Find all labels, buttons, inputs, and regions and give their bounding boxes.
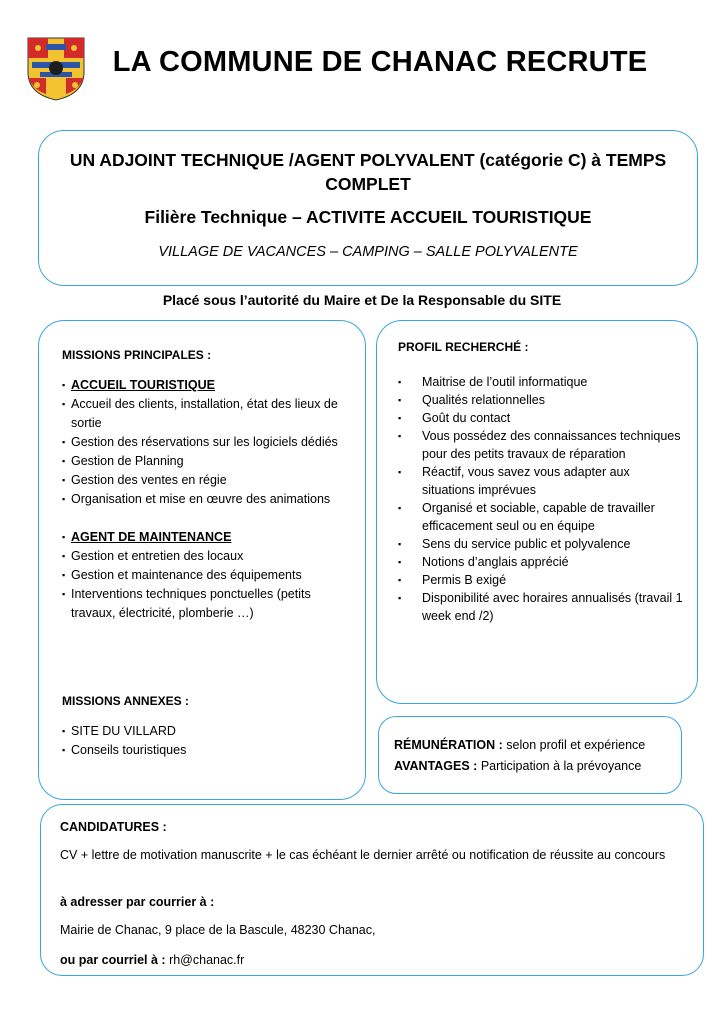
- list-item: ▪ Permis B exigé: [396, 571, 686, 589]
- authority-line: Placé sous l’autorité du Maire et De la Responsable du SITE: [162, 292, 562, 308]
- list-item: ▪ Conseils touristiques: [62, 741, 342, 760]
- annexes-list: [62, 722, 342, 760]
- missions-list: [62, 376, 352, 623]
- applications-heading: CANDIDATURES :: [60, 820, 167, 834]
- list-item: ▪ Vous possédez des connaissances techniques pour des petits travaux de réparation: [396, 427, 686, 463]
- list-item: ▪ Gestion des réservations sur les logiciels dédiés: [62, 433, 352, 452]
- list-item: ▪ Maitrise de l’outil informatique: [396, 373, 686, 391]
- list-item: ▪ Organisation et mise en œuvre des animations: [62, 490, 352, 509]
- accueil-subheading: ACCUEIL TOURISTIQUE: [71, 378, 215, 392]
- page-title: LA COMMUNE DE CHANAC RECRUTE: [112, 46, 648, 78]
- list-item: ▪ Qualités relationnelles: [396, 391, 686, 409]
- avantages-label: AVANTAGES :: [394, 759, 478, 773]
- missions-heading: MISSIONS PRINCIPALES :: [62, 348, 212, 362]
- list-item: ▪ Sens du service public et polyvalence: [396, 535, 686, 553]
- job-locations: VILLAGE DE VACANCES – CAMPING – SALLE POLYVALENTE: [158, 244, 578, 260]
- list-item: ▪ Gestion et maintenance des équipements: [62, 566, 352, 585]
- email-line: [60, 951, 680, 970]
- list-item: [62, 376, 352, 395]
- list-item: ▪ Disponibilité avec horaires annualisés (travail 1 week end /2): [396, 589, 686, 625]
- coat-of-arms-icon: [26, 36, 86, 102]
- avantages-value: Participation à la prévoyance: [477, 759, 642, 773]
- email-link[interactable]: rh@chanac.fr: [165, 953, 245, 967]
- list-item: ▪ Réactif, vous savez vous adapter aux situations imprévues: [396, 463, 686, 499]
- list-item: [62, 528, 352, 547]
- list-item: ▪ Accueil des clients, installation, état des lieux de sortie: [62, 395, 352, 433]
- list-item: ▪ Gestion de Planning: [62, 452, 352, 471]
- list-item: ▪ Gestion des ventes en régie: [62, 471, 352, 490]
- list-item: ▪ Interventions techniques ponctuelles (petits travaux, électricité, plomberie …): [62, 585, 352, 623]
- job-filiere: Filière Technique – ACTIVITE ACCUEIL TOURISTIQUE: [144, 207, 592, 227]
- profile-heading: PROFIL RECHERCHÉ :: [398, 340, 529, 354]
- profile-list: [396, 373, 686, 625]
- postal-address: Mairie de Chanac, 9 place de la Bascule, 48230 Chanac,: [60, 923, 376, 937]
- maintenance-subheading: AGENT DE MAINTENANCE: [71, 530, 232, 544]
- email-label: ou par courriel à :: [60, 953, 166, 967]
- list-item: ▪ SITE DU VILLARD: [62, 722, 342, 741]
- job-title: UN ADJOINT TECHNIQUE /AGENT POLYVALENT (catégorie C) à TEMPS COMPLET: [69, 150, 667, 194]
- remuneration-text: [394, 735, 645, 777]
- list-item: ▪ Goût du contact: [396, 409, 686, 427]
- list-item: ▪ Gestion et entretien des locaux: [62, 547, 352, 566]
- address-label: à adresser par courrier à :: [60, 895, 215, 909]
- remuneration-value: selon profil et expérience: [502, 738, 646, 752]
- remuneration-label: RÉMUNÉRATION :: [394, 738, 503, 752]
- annexes-heading: MISSIONS ANNEXES :: [62, 694, 189, 708]
- applications-text: CV + lettre de motivation manuscrite + le cas échéant le dernier arrêté ou notification de réussite au concours: [60, 848, 666, 862]
- list-item: ▪ Organisé et sociable, capable de travailler efficacement seul ou en équipe: [396, 499, 686, 535]
- list-item: ▪ Notions d’anglais apprécié: [396, 553, 686, 571]
